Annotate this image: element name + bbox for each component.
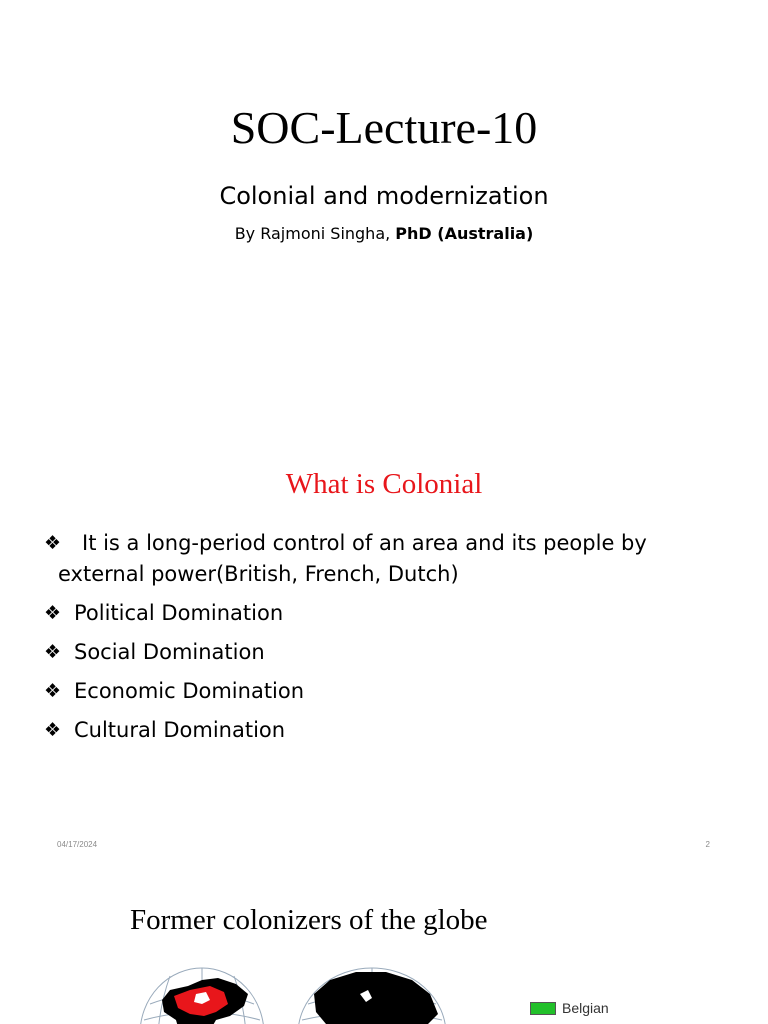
bullet-list xyxy=(44,528,744,754)
legend-item-belgian xyxy=(530,1000,609,1016)
author-name: By Rajmoni Singha, xyxy=(234,224,396,243)
slide-heading: What is Colonial xyxy=(285,468,483,500)
author-line xyxy=(0,222,768,246)
lecture-title: SOC-Lecture-10 xyxy=(230,102,538,153)
globe-west xyxy=(140,968,264,1024)
lecture-subtitle: Colonial and modernization xyxy=(219,182,549,210)
diamond-cross-bullet-icon: ❖ xyxy=(44,602,62,624)
legend-swatch xyxy=(530,1002,556,1015)
diamond-cross-bullet-icon: ❖ xyxy=(44,719,62,741)
bullet-text: Economic Domination xyxy=(74,679,305,703)
list-item xyxy=(44,598,744,629)
list-item xyxy=(44,637,744,668)
slide-title xyxy=(0,0,768,440)
list-item xyxy=(44,676,744,707)
diamond-cross-bullet-icon: ❖ xyxy=(44,532,62,554)
list-item xyxy=(44,715,744,746)
legend-label: Belgian xyxy=(562,1000,609,1016)
bullet-text-continued: external power(British, French, Dutch) xyxy=(58,562,459,586)
world-map-globes xyxy=(140,964,500,1024)
diamond-cross-bullet-icon: ❖ xyxy=(44,641,62,663)
bullet-text: Political Domination xyxy=(74,601,284,625)
page-number: 2 xyxy=(705,840,710,849)
footer-date: 04/17/2024 xyxy=(57,840,98,849)
bullet-text: Cultural Domination xyxy=(74,718,286,742)
list-item xyxy=(44,528,744,590)
globe-east xyxy=(298,968,446,1024)
bullet-text: It is a long-period control of an area and its people by xyxy=(82,531,647,555)
author-degree: PhD (Australia) xyxy=(395,224,534,243)
slide-former-colonizers xyxy=(0,864,768,1024)
diamond-cross-bullet-icon: ❖ xyxy=(44,680,62,702)
bullet-text: Social Domination xyxy=(74,640,265,664)
slide-heading: Former colonizers of the globe xyxy=(130,904,488,936)
slide-what-is-colonial xyxy=(0,440,768,864)
